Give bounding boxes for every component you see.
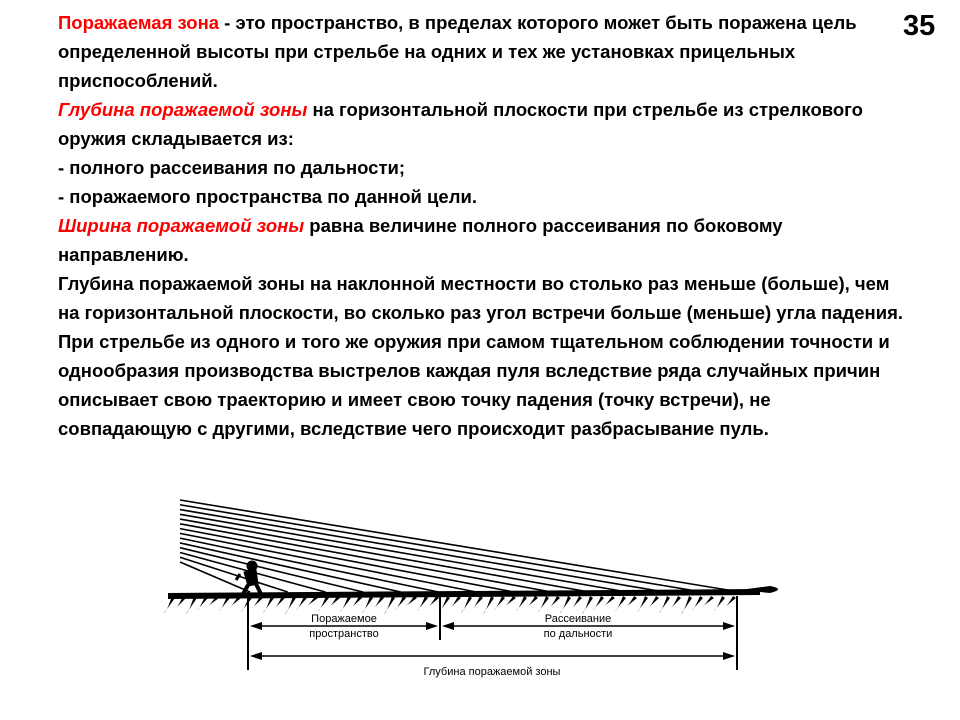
grass-tuft <box>395 596 406 610</box>
trajectory-line <box>180 557 288 592</box>
grass-tuft <box>285 596 296 614</box>
grass-tuft <box>582 596 593 614</box>
grass-tuft <box>549 596 560 608</box>
grass-tuft <box>670 596 681 609</box>
grass-tuft <box>505 596 516 606</box>
grass-tuft <box>428 596 439 607</box>
list-item-affected-space: - поражаемого пространства по данной цели. <box>58 186 477 207</box>
grass-tuft <box>527 596 538 607</box>
grass-tuft <box>593 596 604 610</box>
grass-tuft <box>516 596 527 611</box>
trajectory-sheaf <box>180 500 740 592</box>
grass-tuft <box>692 596 703 610</box>
grass-tuft <box>637 596 648 612</box>
label-dispersion-2: по дальности <box>543 628 613 640</box>
grass-tuft <box>384 596 395 614</box>
label-affected-1: Поражаемое <box>311 613 377 625</box>
grass-tuft <box>560 596 571 613</box>
grass-tuft <box>362 596 373 613</box>
definition-text: - это пространство, в пределах которого может быть поражена цель определенной высоты при стрельбе на одних и тех же установках прицельных приспособлений. <box>58 12 857 91</box>
grass-tuft <box>659 596 670 613</box>
term-zone-depth: Глубина поражаемой зоны <box>58 99 308 120</box>
width-text: равна величине полного рассеивания по боковому направлению. <box>58 215 783 265</box>
label-dispersion-1: Рассеивание <box>544 613 612 625</box>
paragraph-slope: Глубина поражаемой зоны на наклонной местности во столько раз меньше (больше), чем на горизонтальной плоскости, во сколько раз угол встречи больше (меньше) угла падения. <box>58 273 904 323</box>
grass-tuft <box>615 596 626 611</box>
grass-tuft <box>626 596 637 607</box>
grass-tuft <box>725 596 736 607</box>
label-zone-depth: Глубина поражаемой зоны <box>423 666 561 678</box>
grass-tuft <box>472 596 483 609</box>
grass-tuft <box>538 596 549 612</box>
dimension-depth <box>250 652 735 660</box>
grass-tuft <box>318 596 329 611</box>
term-affected-zone: Поражаемая зона <box>58 12 220 33</box>
grass-tuft <box>604 596 615 606</box>
grass-tuft <box>417 596 428 611</box>
trajectory-line <box>180 500 740 592</box>
grass-tuft <box>406 596 417 606</box>
depth-text: на горизонтальной плоскости при стрельбе из стрелкового оружия складывается из: <box>58 99 863 149</box>
grass-tuft <box>450 596 461 608</box>
label-affected-2: пространство <box>309 628 379 640</box>
grass-tuft <box>571 596 582 609</box>
list-item-dispersion: - полного рассеивания по дальности; <box>58 157 406 178</box>
grass-tuft <box>494 596 505 610</box>
slide-number: 35 <box>903 10 936 42</box>
grass-tuft <box>714 596 725 611</box>
grass-tuft <box>648 596 659 608</box>
grass-tuft <box>703 596 714 606</box>
grass-tuft <box>483 596 494 614</box>
grass-tuft <box>461 596 472 613</box>
grass-tuft <box>351 596 362 608</box>
grass-tuft <box>681 596 692 614</box>
grass-tuft <box>373 596 384 609</box>
grass-tuft <box>340 596 351 612</box>
paragraph-scatter: При стрельбе из одного и того же оружия при самом тщательном соблюдении точности и однообразия производства выстрелов каждая пуля вследствие ряда случайных причин описывает свою траекторию и имеет свою точку падения (точку встречи), не совпадающую с другими, вследствие чего происходит разбрасывание пуль. <box>58 331 890 439</box>
term-zone-width: Ширина поражаемой зоны <box>58 215 305 236</box>
grass-tuft <box>263 596 274 613</box>
